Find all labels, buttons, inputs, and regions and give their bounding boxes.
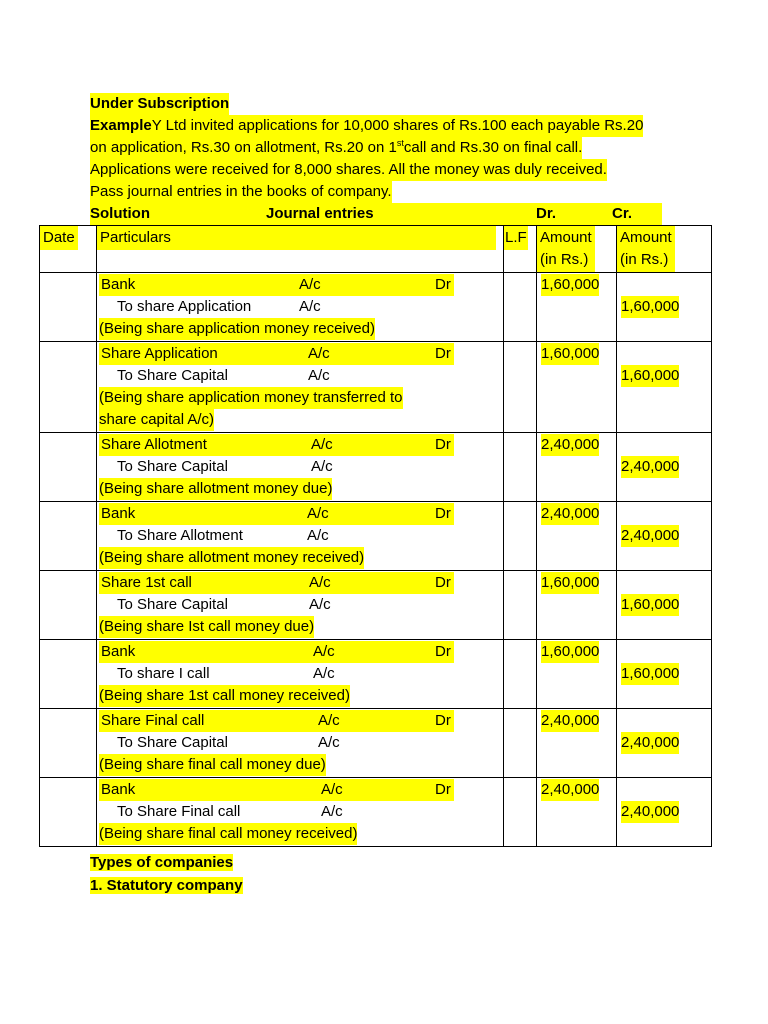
dr-amount: 1,60,000: [541, 274, 599, 296]
example-text-line2a: on application, Rs.30 on allotment, Rs.20 on 1: [90, 139, 397, 156]
ordinal-suffix: st: [396, 138, 404, 148]
cr-amount: 2,40,000: [621, 525, 679, 547]
debit-account: Share Application: [101, 345, 218, 362]
credit-line: [99, 296, 503, 318]
cr-amount: 1,60,000: [621, 663, 679, 685]
solution-label: Solution: [90, 205, 150, 222]
credit-ac-label: A/c: [321, 803, 343, 820]
narration-text: (Being share final call money due): [99, 754, 326, 776]
footer-section: [90, 851, 243, 897]
particulars-cell: [97, 502, 504, 571]
cr-amount: 2,40,000: [621, 732, 679, 754]
dr-amount-cell: [537, 342, 617, 433]
cr-amount: 1,60,000: [621, 365, 679, 387]
table-row: [40, 433, 712, 502]
example-text-line3: Applications were received for 8,000 shares. All the money was duly received.: [90, 159, 607, 181]
types-item-1: 1. Statutory company: [90, 877, 243, 894]
types-heading: Types of companies: [90, 854, 234, 871]
lf-cell: [504, 273, 537, 342]
credit-ac-label: A/c: [307, 527, 329, 544]
table-row: [40, 502, 712, 571]
particulars-cell: [97, 273, 504, 342]
debit-ac-label: A/c: [321, 781, 343, 798]
debit-ac-label: A/c: [307, 505, 329, 522]
debit-ac-label: A/c: [311, 436, 333, 453]
dr-amount-cell: [537, 778, 617, 847]
credit-line: [99, 365, 503, 387]
date-cell: [40, 273, 97, 342]
debit-line: [99, 343, 454, 365]
dr-amount-cell: [537, 433, 617, 502]
dr-marker: Dr: [435, 436, 451, 453]
example-label: Example: [90, 117, 152, 134]
narration-text: (Being share allotment money received): [99, 547, 364, 569]
dr-marker: Dr: [435, 643, 451, 660]
debit-ac-label: A/c: [309, 574, 331, 591]
lf-cell: [504, 640, 537, 709]
table-row: [40, 709, 712, 778]
credit-ac-label: A/c: [309, 596, 331, 613]
debit-line: [99, 641, 454, 663]
debit-account: Share Allotment: [101, 436, 207, 453]
narration-text: (Being share final call money received): [99, 823, 357, 845]
dr-amount: 2,40,000: [541, 779, 599, 801]
particulars-cell: [97, 709, 504, 778]
header-particulars: Particulars: [97, 226, 504, 273]
dr-amount: 1,60,000: [541, 343, 599, 365]
credit-line: [99, 594, 503, 616]
dr-marker: Dr: [435, 505, 451, 522]
dr-amount-cell: [537, 273, 617, 342]
credit-account: To share I call: [117, 665, 210, 682]
lf-cell: [504, 778, 537, 847]
particulars-cell: [97, 571, 504, 640]
narration-text: (Being share allotment money due): [99, 478, 332, 500]
debit-line: [99, 779, 454, 801]
credit-ac-label: A/c: [313, 665, 335, 682]
debit-account: Bank: [101, 643, 136, 660]
example-text-line4: Pass journal entries in the books of company.: [90, 181, 392, 203]
debit-line: [99, 572, 454, 594]
credit-account: To Share Capital: [117, 734, 228, 751]
debit-line: [99, 710, 454, 732]
example-text-line1: Y Ltd invited applications for 10,000 shares of Rs.100 each payable Rs.20: [151, 117, 644, 134]
credit-account: To share Application: [117, 298, 252, 315]
credit-account: To Share Allotment: [117, 527, 243, 544]
cr-amount-cell: [617, 778, 712, 847]
lf-cell: [504, 709, 537, 778]
credit-ac-label: A/c: [318, 734, 340, 751]
debit-ac-label: A/c: [318, 712, 340, 729]
table-header-row: [40, 226, 712, 273]
dr-amount: 1,60,000: [541, 641, 599, 663]
lf-cell: [504, 571, 537, 640]
debit-account: Bank: [101, 505, 136, 522]
table-row: [40, 273, 712, 342]
dr-amount-cell: [537, 640, 617, 709]
dr-marker: Dr: [435, 345, 451, 362]
dr-marker: Dr: [435, 574, 451, 591]
header-lf: L.F: [504, 226, 537, 273]
date-cell: [40, 778, 97, 847]
cr-amount: 2,40,000: [621, 456, 679, 478]
debit-account: Bank: [101, 781, 136, 798]
debit-line: [99, 434, 454, 456]
problem-statement: [90, 93, 690, 225]
credit-account: To Share Capital: [117, 596, 228, 613]
date-cell: [40, 709, 97, 778]
dr-amount: 2,40,000: [541, 710, 599, 732]
particulars-cell: [97, 640, 504, 709]
table-row: [40, 778, 712, 847]
dr-marker: Dr: [435, 712, 451, 729]
narration-text: (Being share 1st call money received): [99, 685, 350, 707]
cr-label: Cr.: [612, 205, 633, 222]
credit-line: [99, 525, 503, 547]
date-cell: [40, 502, 97, 571]
debit-account: Share 1st call: [101, 574, 192, 591]
debit-line: [99, 274, 454, 296]
particulars-cell: [97, 433, 504, 502]
debit-account: Bank: [101, 276, 136, 293]
narration-text: (Being share application money transferred to: [99, 387, 403, 409]
header-dr-amount: Amount (in Rs.): [537, 226, 617, 273]
date-cell: [40, 433, 97, 502]
cr-amount-cell: [617, 709, 712, 778]
date-cell: [40, 571, 97, 640]
narration-text: (Being share application money received): [99, 318, 375, 340]
dr-amount-cell: [537, 502, 617, 571]
cr-amount: 1,60,000: [621, 296, 679, 318]
dr-label: Dr.: [536, 205, 557, 222]
cr-amount-cell: [617, 273, 712, 342]
debit-ac-label: A/c: [308, 345, 330, 362]
credit-ac-label: A/c: [311, 458, 333, 475]
credit-account: To Share Final call: [117, 803, 241, 820]
lf-cell: [504, 502, 537, 571]
credit-line: [99, 801, 503, 823]
cr-amount-cell: [617, 433, 712, 502]
debit-account: Share Final call: [101, 712, 205, 729]
header-cr-amount: Amount (in Rs.): [617, 226, 712, 273]
particulars-cell: [97, 342, 504, 433]
date-cell: [40, 640, 97, 709]
cr-amount-cell: [617, 571, 712, 640]
table-row: [40, 571, 712, 640]
debit-ac-label: A/c: [299, 276, 321, 293]
credit-line: [99, 732, 503, 754]
dr-amount: 1,60,000: [541, 572, 599, 594]
dr-amount-cell: [537, 571, 617, 640]
cr-amount-cell: [617, 640, 712, 709]
credit-ac-label: A/c: [308, 367, 330, 384]
dr-amount: 2,40,000: [541, 434, 599, 456]
debit-ac-label: A/c: [313, 643, 335, 660]
cr-amount: 2,40,000: [621, 801, 679, 823]
journal-entries-label: Journal entries: [266, 205, 374, 222]
particulars-cell: [97, 778, 504, 847]
lf-cell: [504, 433, 537, 502]
debit-line: [99, 503, 454, 525]
journal-table: [39, 225, 712, 847]
credit-account: To Share Capital: [117, 367, 228, 384]
cr-amount-cell: [617, 342, 712, 433]
table-row: [40, 640, 712, 709]
narration-text: (Being share Ist call money due): [99, 616, 314, 638]
header-date: Date: [40, 226, 97, 273]
example-text-line2b: call and Rs.30 on final call.: [403, 139, 583, 156]
section-heading: Under Subscription: [90, 95, 230, 112]
lf-cell: [504, 342, 537, 433]
narration-text: share capital A/c): [99, 409, 214, 431]
dr-amount-cell: [537, 709, 617, 778]
credit-account: To Share Capital: [117, 458, 228, 475]
solution-bar: [90, 203, 662, 225]
credit-ac-label: A/c: [299, 298, 321, 315]
dr-marker: Dr: [435, 276, 451, 293]
date-cell: [40, 342, 97, 433]
cr-amount: 1,60,000: [621, 594, 679, 616]
table-row: [40, 342, 712, 433]
credit-line: [99, 663, 503, 685]
credit-line: [99, 456, 503, 478]
cr-amount-cell: [617, 502, 712, 571]
dr-amount: 2,40,000: [541, 503, 599, 525]
dr-marker: Dr: [435, 781, 451, 798]
